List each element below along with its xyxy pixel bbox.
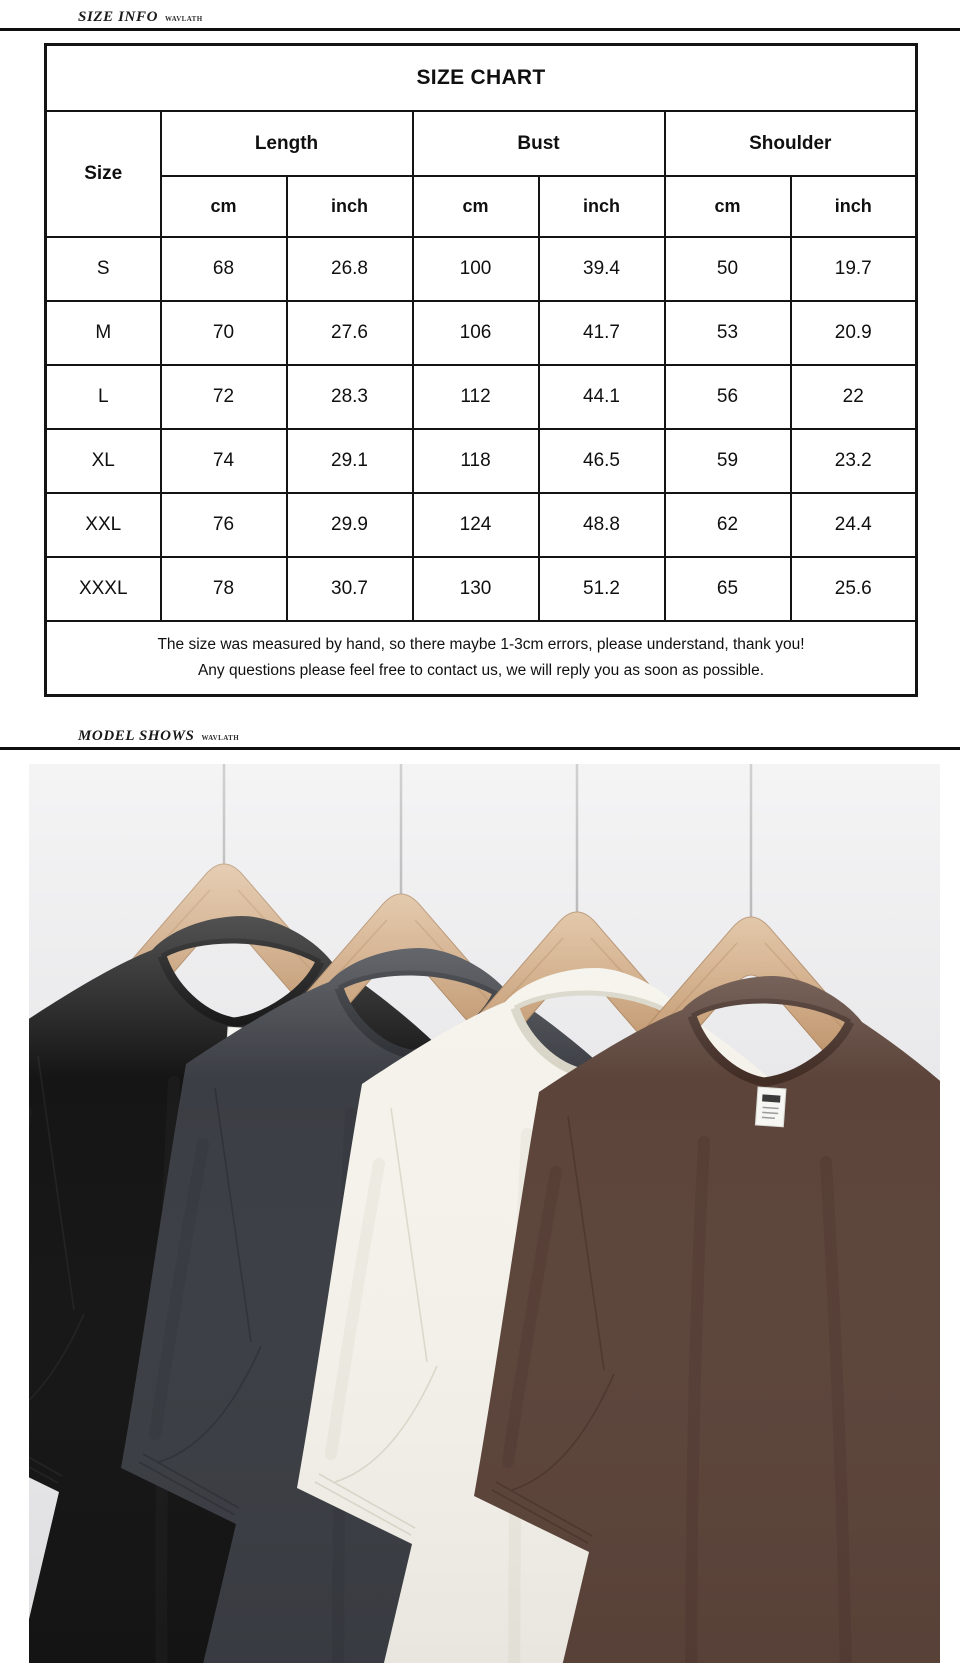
unit-header: inch <box>287 176 413 237</box>
table-cell: 78 <box>161 557 287 621</box>
table-cell: 124 <box>413 493 539 557</box>
size-cell: M <box>46 301 161 365</box>
size-column-header: Size <box>46 111 161 237</box>
table-cell: 74 <box>161 429 287 493</box>
table-cell: 106 <box>413 301 539 365</box>
size-cell: XXL <box>46 493 161 557</box>
unit-header: cm <box>161 176 287 237</box>
note-line-2: Any questions please feel free to contact us, we will reply you as soon as possible. <box>197 662 765 679</box>
table-cell: 50 <box>665 237 791 301</box>
size-cell: S <box>46 237 161 301</box>
table-cell: 30.7 <box>287 557 413 621</box>
table-row-m <box>46 301 917 365</box>
neck-label <box>755 1087 786 1127</box>
size-chart-table <box>44 43 918 697</box>
model-shows-title: MODEL SHOWS <box>78 728 195 744</box>
table-cell: 65 <box>665 557 791 621</box>
length-column-header: Length <box>161 111 413 176</box>
model-shows-header <box>0 721 960 750</box>
size-info-header <box>0 0 960 31</box>
brand-mark: WAVLATH <box>165 15 203 23</box>
table-cell: 46.5 <box>539 429 665 493</box>
table-cell: 29.9 <box>287 493 413 557</box>
note-row <box>46 621 917 696</box>
table-cell: 130 <box>413 557 539 621</box>
table-cell: 24.4 <box>791 493 917 557</box>
table-cell: 29.1 <box>287 429 413 493</box>
table-cell: 62 <box>665 493 791 557</box>
table-cell: 118 <box>413 429 539 493</box>
table-cell: 56 <box>665 365 791 429</box>
unit-header: inch <box>791 176 917 237</box>
size-chart-title-row <box>46 45 917 112</box>
table-row-s <box>46 237 917 301</box>
note-line-1: The size was measured by hand, so there maybe 1-3cm errors, please understand, thank you! <box>157 636 805 653</box>
table-cell: 100 <box>413 237 539 301</box>
brand-mark: WAVLATH <box>201 734 240 742</box>
unit-header: cm <box>413 176 539 237</box>
table-cell: 22 <box>791 365 917 429</box>
table-cell: 41.7 <box>539 301 665 365</box>
column-group-row <box>46 111 917 176</box>
size-cell: XL <box>46 429 161 493</box>
table-row-xl <box>46 429 917 493</box>
table-cell: 59 <box>665 429 791 493</box>
table-cell: 39.4 <box>539 237 665 301</box>
table-cell: 70 <box>161 301 287 365</box>
note-cell <box>46 621 917 696</box>
table-cell: 44.1 <box>539 365 665 429</box>
product-photo-canvas <box>29 764 940 1663</box>
table-cell: 19.7 <box>791 237 917 301</box>
shoulder-column-header: Shoulder <box>665 111 917 176</box>
table-cell: 28.3 <box>287 365 413 429</box>
table-cell: 25.6 <box>791 557 917 621</box>
table-cell: 23.2 <box>791 429 917 493</box>
unit-header: inch <box>539 176 665 237</box>
bust-column-header: Bust <box>413 111 665 176</box>
size-chart-section <box>44 43 918 697</box>
unit-header: cm <box>665 176 791 237</box>
table-cell: 26.8 <box>287 237 413 301</box>
unit-header-row <box>46 176 917 237</box>
table-cell: 20.9 <box>791 301 917 365</box>
size-chart-title: SIZE CHART <box>46 45 917 112</box>
size-cell: XXXL <box>46 557 161 621</box>
table-cell: 48.8 <box>539 493 665 557</box>
table-row-xxxl <box>46 557 917 621</box>
table-cell: 112 <box>413 365 539 429</box>
table-row-l <box>46 365 917 429</box>
table-cell: 53 <box>665 301 791 365</box>
size-info-title: SIZE INFO <box>78 9 159 25</box>
table-cell: 27.6 <box>287 301 413 365</box>
product-photo <box>29 764 940 1663</box>
table-cell: 68 <box>161 237 287 301</box>
size-cell: L <box>46 365 161 429</box>
table-cell: 51.2 <box>539 557 665 621</box>
table-cell: 72 <box>161 365 287 429</box>
table-row-xxl <box>46 493 917 557</box>
table-cell: 76 <box>161 493 287 557</box>
